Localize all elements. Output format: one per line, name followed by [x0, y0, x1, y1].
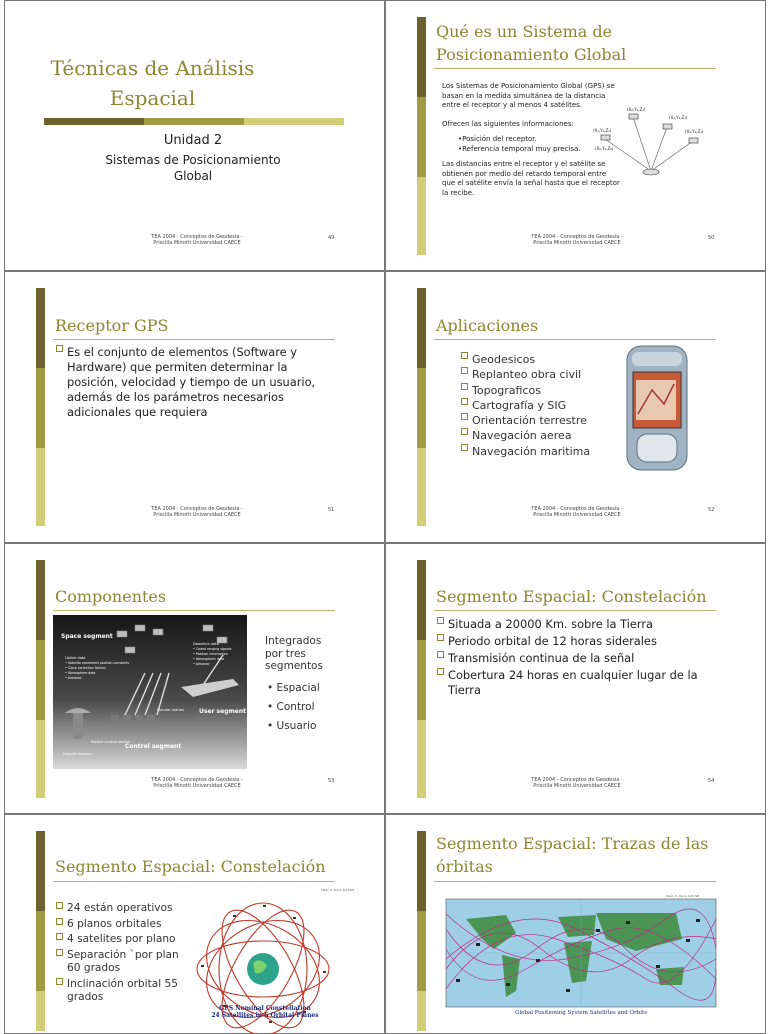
downlink-label: Downlink data	[193, 642, 219, 646]
bullet-list	[55, 345, 330, 420]
list-item: Orientación terrestre	[460, 413, 620, 428]
slide-title: Segmento Espacial: Constelación	[55, 857, 326, 876]
signal-line	[633, 117, 651, 171]
list-item: Navegación aerea	[460, 428, 620, 443]
segments-intro: Integrados por tres segmentos	[265, 635, 323, 673]
signal-line	[651, 127, 667, 171]
unit-label: Unidad 2	[163, 133, 223, 148]
diagram-label: (X₄,Y₄,Z₄)	[685, 129, 704, 134]
accent-bar	[36, 560, 45, 798]
slide-title: Qué es un Sistema de Posicionamiento Global	[436, 22, 627, 64]
list-item: Cobertura 24 horas en cualquier lugar de la Tierra	[436, 668, 726, 698]
slide-55	[4, 814, 385, 1034]
slide-54	[385, 543, 766, 814]
page-number: 49	[328, 235, 335, 241]
list-item: Situada a 20000 Km. sobre la Tierra	[436, 617, 726, 632]
uplink-label: Uplink data	[65, 656, 86, 660]
diagram-label: (X₁,Y₁,Z₁)	[593, 128, 612, 133]
page-number: 52	[708, 507, 715, 513]
list-item: • Espacial	[267, 682, 320, 694]
slide-51	[4, 271, 385, 543]
list-item: Replanteo obra civil	[460, 367, 620, 382]
diagram-label: (X₃,Y₃,Z₃)	[669, 115, 688, 120]
figure-credit: Peter H. Dana 8/13/98	[321, 888, 355, 892]
ground-antenna-icon	[73, 713, 83, 739]
page-number: 54	[708, 778, 715, 784]
svg-text:• Atmospheric data: • Atmospheric data	[193, 657, 225, 661]
bullet-list	[436, 617, 726, 698]
diagram-label: (X₀,Y₀,Z₀)	[595, 146, 614, 151]
accent-bar	[417, 831, 426, 1031]
title-rule	[434, 610, 716, 611]
satellite-icon	[663, 124, 672, 129]
slide-title: Componentes	[55, 587, 167, 606]
segments-list	[267, 679, 320, 736]
title-rule	[53, 881, 335, 882]
control-segment-label: Control segment	[125, 743, 182, 750]
list-item: Topograficos	[460, 383, 620, 398]
slide-title: Técnicas de Análisis Espacial	[50, 56, 255, 110]
slide-handout-grid	[4, 0, 766, 1024]
svg-text:• Almanac: • Almanac	[65, 676, 82, 680]
list-item: Separación `por plan 60 grados	[55, 949, 179, 976]
orbit-traces-map	[446, 894, 716, 1016]
accent-bar	[417, 17, 426, 255]
svg-text:• Position information: • Position information	[193, 652, 228, 656]
list-item: Geodesicos	[460, 352, 620, 367]
accent-bar	[36, 288, 45, 526]
list-item: • Usuario	[267, 720, 317, 732]
monitor-station-label: Monitor station	[157, 708, 185, 712]
slide-footer: TEA 2004 - Conceptos de Geodesia - Priscilla Minotti Universidad CAECE	[531, 777, 623, 789]
accent-bar	[417, 288, 426, 526]
slide-56	[385, 814, 766, 1034]
slide-title: Segmento Espacial: Trazas de las órbitas	[436, 834, 709, 876]
title-rule	[53, 339, 335, 340]
list-item: Cartografía y SIG	[460, 398, 620, 413]
accent-bar	[417, 560, 426, 798]
slide-footer: TEA 2004 - Conceptos de Geodesia - Priscilla Minotti Universidad CAECE	[151, 234, 243, 246]
signal-line	[605, 139, 651, 171]
figure-credit: Peter H. Dana 10/1/98	[666, 894, 700, 898]
slide-footer: TEA 2004 - Conceptos de Geodesia - Priscilla Minotti Universidad CAECE	[151, 777, 243, 789]
slide-53	[4, 543, 385, 814]
satellite-icon	[135, 625, 145, 631]
list-item: Inclinación orbital 55 grados	[55, 978, 179, 1005]
svg-text:• Almanac: • Almanac	[193, 662, 210, 666]
slide-49	[4, 0, 385, 271]
subtitle: Sistemas de Posicionamiento Global	[105, 153, 281, 183]
master-station-label: Master control station	[91, 740, 131, 744]
svg-text:• Clock-correction factors: • Clock-correction factors	[65, 666, 106, 670]
page-number: 50	[708, 235, 715, 241]
gps-handheld-device	[624, 344, 690, 472]
body-text: Los Sistemas de Posicionamiento Global (GPS) se basan en la medida simultánea de la distancia entre el receptor y al menos 4 satélites. Ofrecen las siguientes informaciones: •Posición del receptor. •Referencia temporal muy precisa. Las distancias entre el receptor y el satélite se obtienen por medio del retardo temporal entre que el satélite envía la señal hasta que el receptor la recibe.	[442, 82, 620, 197]
page-number: 53	[328, 778, 335, 784]
title-rule	[434, 68, 716, 69]
svg-text:• Coded ranging signals: • Coded ranging signals	[193, 647, 232, 651]
slide-title: Receptor GPS	[55, 316, 169, 335]
title-rule	[434, 339, 716, 340]
list-item: 4 satelites por plano	[55, 933, 179, 947]
ground-antenna-label: Ground Antenna	[63, 752, 93, 756]
signal-line	[651, 141, 693, 171]
figure-caption: Global Positioning System Satellites and Orbits	[514, 1010, 648, 1016]
satellite-icon	[601, 135, 610, 140]
page-number: 51	[328, 507, 335, 513]
slide-52	[385, 271, 766, 543]
slide-footer: TEA 2004 - Conceptos de Geodesia - Priscilla Minotti Universidad CAECE	[531, 506, 623, 518]
slide-50	[385, 0, 766, 271]
slide-footer: TEA 2004 - Conceptos de Geodesia - Priscilla Minotti Universidad CAECE	[151, 506, 243, 518]
list-item: 24 están operativos	[55, 902, 179, 916]
title-rule	[434, 881, 716, 882]
gps-segments-figure	[53, 615, 247, 769]
list-item: Transmisión continua de la señal	[436, 651, 726, 666]
application-list	[460, 352, 620, 459]
list-item: • Control	[267, 701, 315, 713]
receiver-icon	[643, 169, 659, 175]
list-item: Navegación maritima	[460, 444, 620, 459]
svg-text:• Atmosphere data: • Atmosphere data	[65, 671, 96, 675]
satellite-icon	[153, 629, 163, 635]
satellite-icon	[203, 625, 213, 631]
slide-title: Segmento Espacial: Constelación	[436, 587, 707, 606]
list-item: Periodo orbital de 12 horas siderales	[436, 634, 726, 649]
orbit-constellation-figure	[193, 885, 359, 1025]
accent-bar	[36, 831, 45, 1031]
satellite-icon	[125, 647, 135, 653]
title-underline	[44, 118, 344, 125]
bullet-list	[55, 902, 179, 1005]
slide-title: Aplicaciones	[436, 316, 539, 335]
list-item: 6 planos orbitales	[55, 918, 179, 932]
satellite-icon	[629, 114, 638, 119]
svg-text:• Satellite ephemeris position: • Satellite ephemeris position constants	[65, 661, 130, 665]
trilateration-diagram	[593, 105, 713, 185]
diagram-label: (X₂,Y₂,Z₂)	[627, 107, 646, 112]
figure-caption: GPS Nominal Constellation 24 Satellites in 6 Orbital Planes	[211, 1005, 319, 1019]
user-segment-label: User segment	[199, 708, 246, 715]
satellite-icon	[117, 631, 127, 637]
slide-footer: TEA 2004 - Conceptos de Geodesia - Priscilla Minotti Universidad CAECE	[531, 234, 623, 246]
title-rule	[53, 610, 335, 611]
satellite-icon	[689, 138, 698, 143]
space-segment-label: Space segment	[61, 633, 113, 640]
list-item: Es el conjunto de elementos (Software y Hardware) que permiten determinar la posición, velocidad y tiempo de un usuario, además de los parámetros necesarios adicionales que requiera	[55, 345, 330, 420]
